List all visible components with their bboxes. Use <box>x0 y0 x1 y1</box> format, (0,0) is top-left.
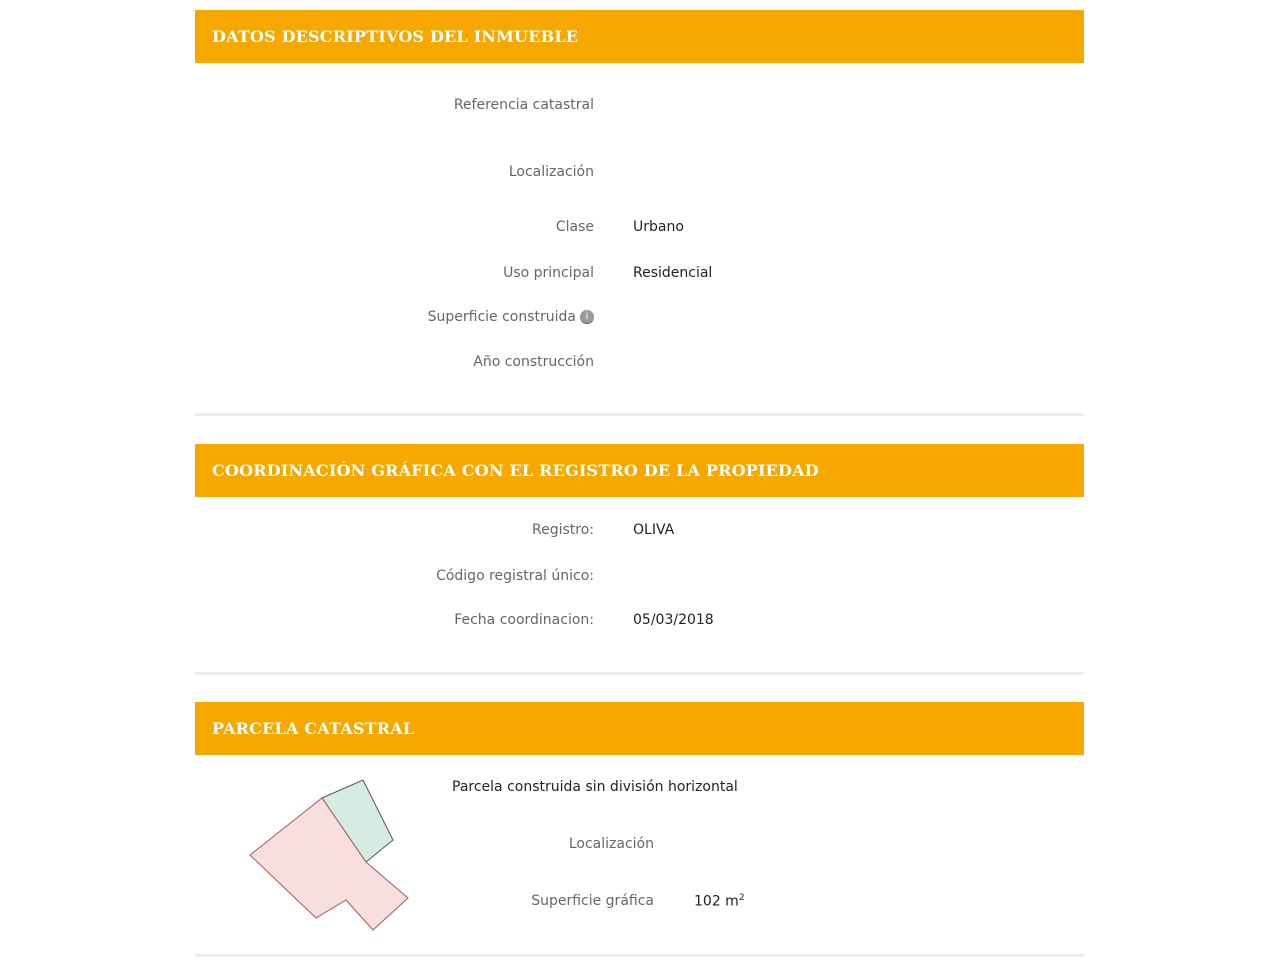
section-title: DATOS DESCRIPTIVOS DEL INMUEBLE <box>212 27 579 46</box>
section-header-descriptivos <box>195 10 1084 63</box>
value-superficie-grafica <box>694 893 745 910</box>
value-registro: OLIVA <box>633 522 675 538</box>
value-clase: Urbano <box>633 219 684 235</box>
parcel-main-shape <box>250 798 408 930</box>
section-title: PARCELA CATASTRAL <box>212 719 415 738</box>
label-referencia: Referencia catastral <box>453 97 594 113</box>
section-title: COORDINACIÓN GRÁFICA CON EL REGISTRO DE LA PROPIEDAD <box>212 461 819 480</box>
label-anio: Año construcción <box>473 354 594 370</box>
label-superficie-text: Superficie construida <box>427 309 576 325</box>
label-parcela-localizacion: Localización <box>568 836 654 852</box>
section-divider <box>195 954 1084 957</box>
section-divider <box>195 413 1084 416</box>
section-divider <box>195 672 1084 675</box>
label-superficie-grafica: Superficie gráfica <box>531 893 654 909</box>
label-superficie-construida <box>428 309 594 325</box>
parcel-map <box>240 770 420 940</box>
label-registro: Registro: <box>531 522 594 538</box>
parcel-subtitle: Parcela construida sin división horizontal <box>452 779 738 795</box>
label-codigo-registral: Código registral único: <box>436 568 594 584</box>
value-fecha-coordinacion: 05/03/2018 <box>633 612 714 628</box>
superficie-grafica-number: 102 m <box>694 893 739 910</box>
superficie-grafica-unit-sup: 2 <box>738 893 745 903</box>
value-uso: Residencial <box>633 265 713 281</box>
label-fecha-coordinacion: Fecha coordinacion: <box>454 612 594 628</box>
info-icon[interactable]: i <box>580 310 594 324</box>
section-header-parcela <box>195 702 1084 755</box>
label-uso: Uso principal <box>503 265 594 281</box>
label-clase: Clase <box>555 219 594 235</box>
section-header-coordinacion <box>195 444 1084 497</box>
label-localizacion: Localización <box>508 164 594 180</box>
